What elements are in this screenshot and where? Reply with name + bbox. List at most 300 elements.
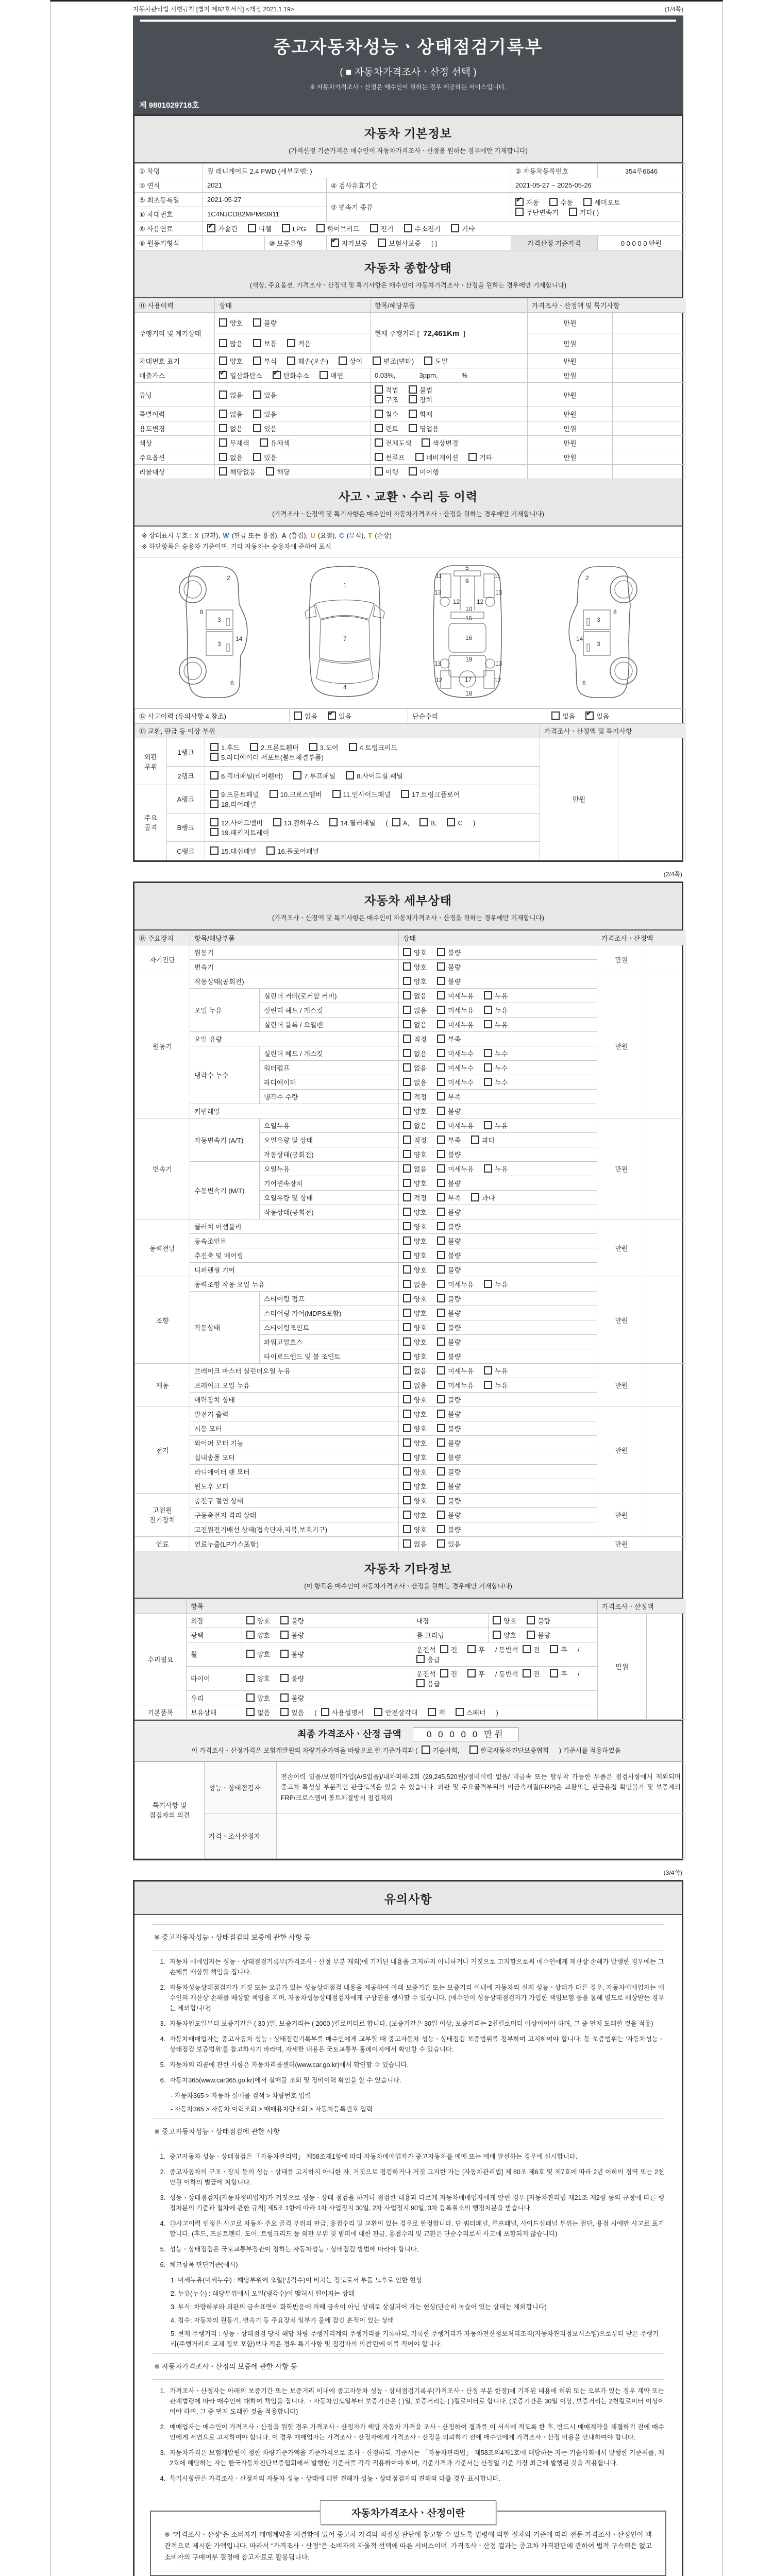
checkbox-없음[interactable] (403, 1063, 411, 1072)
checkbox-불량[interactable] (437, 1294, 445, 1302)
checkbox-미세누유[interactable] (437, 1121, 445, 1129)
checkbox-불량[interactable] (437, 1410, 445, 1418)
svg-text:3: 3 (597, 640, 600, 648)
checkbox-label: 자가보증 (342, 240, 368, 247)
checkbox-미세누유[interactable] (437, 1020, 445, 1028)
state-option (437, 1382, 474, 1389)
checkbox-불량[interactable] (280, 1650, 289, 1658)
state-option (468, 454, 492, 462)
checkbox-불량[interactable] (527, 1616, 535, 1624)
checkbox-양호[interactable] (403, 1453, 411, 1461)
device-group: 고전원 전기장치 (135, 1493, 190, 1536)
simple-repair-options-option (585, 713, 609, 720)
checkbox-label: 양호 (414, 1324, 427, 1332)
checkbox-부식[interactable] (253, 357, 261, 365)
checkbox-한국자동차진단보증협회[interactable] (469, 1745, 478, 1754)
checkbox-2.프론트휀더[interactable] (250, 743, 258, 751)
checkbox-영업용[interactable] (409, 424, 417, 432)
checkbox-누유[interactable] (484, 1006, 492, 1014)
checkbox-누유[interactable] (484, 1164, 492, 1173)
checkbox-미세누유[interactable] (437, 1164, 445, 1173)
page2-box (133, 882, 683, 1860)
rank-option (210, 848, 256, 855)
warranty-options-text: [ ] (431, 240, 437, 247)
checkbox-없음[interactable] (403, 1006, 411, 1014)
notice-item-text: 중고자동차 성능ㆍ상태점검은 「자동차관리법」 제58조제1항에 따라 자동차매매업자가 중고자동차를 매매 또는 매매 알선하는 경우에 실시합니다. (170, 2153, 578, 2160)
checkbox-불량[interactable] (437, 1525, 445, 1533)
checkbox-양호[interactable] (403, 1150, 411, 1158)
part-cell: 작동상태(공회전) (260, 1205, 399, 1219)
history-label: 색상 (135, 436, 215, 450)
checkbox-불량[interactable] (437, 962, 445, 971)
state-option (280, 1651, 304, 1658)
checkbox-양호[interactable] (403, 1236, 411, 1245)
checkbox-있음[interactable] (280, 1708, 289, 1716)
checkbox-label: 과다 (482, 1136, 495, 1144)
checkbox-양호[interactable] (246, 1616, 255, 1624)
checkbox-썬루프[interactable] (375, 453, 383, 461)
state-option (409, 411, 432, 418)
checkbox-없음[interactable] (403, 1539, 411, 1548)
checkbox-적정[interactable] (403, 1035, 411, 1043)
checkbox-불량[interactable] (280, 1631, 289, 1639)
other-subtitle: (이 항목은 매수인이 자동차가격조사ㆍ산정을 원하는 경우에만 기재합니다) (304, 1582, 512, 1590)
notice-item-sub: 5. 현재 주행거리 : 성능ㆍ상태점검 당시 해당 차량 주행거리계의 주행거리를 기록하되, 기록한 주행거리가 자동차전산정보처리조직(자동차관리정보시스템)으로부터 받은 주행거리(주행거리계 교체 정보 포함)보다 적은 경우 특기사항 및 점검자의 의견'란에 이를 적어야 합니다. (171, 2330, 659, 2348)
item-cell: 시동 모터 (190, 1421, 399, 1435)
checkbox-부족[interactable] (437, 1092, 445, 1100)
checkbox-없음[interactable] (246, 1708, 255, 1716)
checkbox-양호[interactable] (403, 1179, 411, 1187)
checkbox-없음[interactable] (219, 424, 227, 432)
checkbox-없음[interactable] (403, 1078, 411, 1086)
state-option (403, 1021, 427, 1029)
checkbox-없음[interactable] (403, 1280, 411, 1288)
checkbox-1.후드[interactable] (210, 743, 219, 751)
state-option (437, 1007, 474, 1014)
checkbox-누유[interactable] (484, 1280, 492, 1288)
checkbox-응급[interactable] (416, 1655, 425, 1663)
checkbox-불량[interactable] (437, 1424, 445, 1432)
notice-item (152, 2244, 664, 2255)
checkbox-양호[interactable] (403, 1395, 411, 1403)
checkbox-하이브리드[interactable] (316, 224, 325, 232)
svg-text:11: 11 (494, 572, 501, 580)
checkbox-없음[interactable] (403, 1020, 411, 1028)
checkbox-label: 양호 (414, 1497, 427, 1505)
checkbox-12.사이드멤버[interactable] (210, 818, 219, 826)
state-option (375, 396, 398, 404)
checkbox-누유[interactable] (484, 1121, 492, 1129)
checkbox-장치[interactable] (409, 395, 417, 403)
checkbox-응급[interactable] (416, 1679, 425, 1687)
checkbox-스패너[interactable] (456, 1708, 464, 1716)
blank-cell (646, 1219, 685, 1277)
checkbox-양호[interactable] (403, 1467, 411, 1476)
checkbox-양호[interactable] (246, 1650, 255, 1658)
checkbox-불량[interactable] (437, 1395, 445, 1403)
checkbox-불법[interactable] (409, 385, 417, 394)
checkbox-수동[interactable] (549, 198, 558, 206)
checkbox-네비게이션[interactable] (415, 453, 424, 461)
checkbox-없음[interactable] (551, 711, 560, 720)
checkbox-label: 많음 (230, 340, 243, 348)
checkbox-양호[interactable] (246, 1693, 255, 1702)
checkbox-양호[interactable] (403, 1294, 411, 1302)
checkbox-미세누유[interactable] (437, 1366, 445, 1375)
checkbox-세미오토[interactable] (583, 198, 592, 206)
checkbox-전[interactable] (523, 1645, 531, 1653)
checkbox-label: 응급 (427, 1655, 441, 1664)
state-option (437, 1411, 461, 1418)
checkbox-없음[interactable] (403, 991, 411, 999)
checkbox-불량[interactable] (280, 1674, 289, 1682)
checkbox-불량[interactable] (437, 1323, 445, 1331)
sub-group: 냉각수 누수 (190, 1046, 260, 1104)
state-option (253, 411, 277, 418)
checkbox-양호[interactable] (403, 1525, 411, 1533)
checkbox-없음[interactable] (403, 1049, 411, 1057)
rank-option (332, 791, 391, 799)
notice-item-number: 6. (160, 2261, 165, 2268)
inspector-type: 가격ㆍ조사산정자 (205, 1814, 277, 1858)
state-option (403, 1512, 427, 1519)
checkbox-미세누유[interactable] (437, 1381, 445, 1389)
checkbox-없음[interactable] (403, 1164, 411, 1173)
checkbox-미세누유[interactable] (437, 991, 445, 999)
checkbox-누유[interactable] (484, 1381, 492, 1389)
checkbox-A,[interactable] (392, 818, 400, 826)
state-option (403, 1266, 427, 1274)
checkbox-양호[interactable] (246, 1674, 255, 1682)
checkbox-불량[interactable] (437, 1265, 445, 1274)
checkbox-label: 세미오토 (594, 198, 620, 207)
rank-option (447, 819, 462, 827)
checkbox-18.리어패널[interactable] (210, 800, 219, 808)
state-cell (399, 1522, 597, 1536)
checkbox-불량[interactable] (437, 1453, 445, 1461)
checkbox-양호[interactable] (219, 357, 227, 365)
checkbox-없음[interactable] (219, 453, 227, 461)
checkbox-B,[interactable] (419, 818, 428, 826)
checkbox-label: 양호 (414, 1208, 427, 1216)
checkbox-기타[interactable] (451, 224, 459, 232)
checkbox-이행[interactable] (375, 467, 383, 476)
checkbox-있음[interactable] (437, 1539, 445, 1548)
checkbox-안전삼각대[interactable] (374, 1708, 382, 1716)
price-cell: 만원 (597, 1277, 646, 1363)
checkbox-후[interactable] (467, 1669, 476, 1677)
state-option (403, 978, 427, 986)
checkbox-있음[interactable] (253, 410, 261, 418)
checkbox-LPG[interactable] (282, 224, 290, 232)
checkbox-label: 누유 (495, 1006, 508, 1014)
history-label: 차대번호 표기 (135, 354, 215, 368)
checkbox-과다[interactable] (471, 1136, 479, 1144)
part-cell: 오일누유 (260, 1118, 399, 1132)
checkbox-유채색[interactable] (260, 438, 268, 447)
checkbox-label: 불량 (448, 1223, 461, 1231)
notice-item-number: 5. (160, 2245, 165, 2253)
checkbox-렌트[interactable] (375, 424, 383, 432)
checkbox-후[interactable] (467, 1645, 476, 1653)
checkbox-누유[interactable] (484, 991, 492, 999)
checkbox-13.휠하우스[interactable] (273, 818, 281, 826)
checkbox-무채색[interactable] (219, 438, 227, 447)
checkbox-불량[interactable] (437, 977, 445, 985)
mileage-item-text: 현재 주행거리 [ (375, 330, 419, 337)
checkbox-자동[interactable] (515, 198, 524, 206)
document-number: 제 9801029718호 (139, 101, 199, 110)
state-cell (399, 1118, 597, 1132)
checkbox-누수[interactable] (484, 1049, 492, 1057)
checkbox-기술사회,[interactable] (422, 1745, 430, 1754)
checkbox-불량[interactable] (437, 1482, 445, 1490)
checkbox-불량[interactable] (253, 318, 261, 327)
checkbox-침수[interactable] (375, 410, 383, 418)
notice-item (152, 2422, 664, 2443)
checkbox-양호[interactable] (403, 1107, 411, 1115)
state-cell (399, 1277, 597, 1291)
checkbox-있음[interactable] (253, 453, 261, 461)
checkbox-보험사보증[interactable] (378, 239, 386, 247)
base-price-label: 가격산정 기준가격 (511, 236, 598, 250)
checkbox-화재[interactable] (409, 410, 417, 418)
item-state (242, 1642, 412, 1666)
checkbox-양호[interactable] (403, 1337, 411, 1346)
checkbox-6.쿼더패널(리어휀더)[interactable] (210, 771, 219, 779)
state-text: ( (314, 1708, 317, 1717)
checkbox-불량[interactable] (437, 1309, 445, 1317)
checkbox-많음[interactable] (219, 339, 227, 347)
checkbox-불량[interactable] (437, 1107, 445, 1115)
checkbox-불량[interactable] (280, 1616, 289, 1624)
checkbox-양호[interactable] (403, 962, 411, 971)
checkbox-양호[interactable] (493, 1631, 501, 1639)
checkbox-전체도색[interactable] (375, 438, 383, 447)
checkbox-10.크로스멤버[interactable] (270, 790, 278, 798)
checkbox-불량[interactable] (437, 948, 445, 956)
checkbox-탄화수소[interactable] (273, 371, 281, 379)
checkbox-무단변속기[interactable] (515, 208, 524, 216)
checkbox-불량[interactable] (437, 1438, 445, 1447)
checkbox-미이행[interactable] (409, 467, 417, 476)
checkbox-양호[interactable] (403, 1438, 411, 1447)
checkbox-label: 미세누수 (448, 1064, 474, 1072)
checkbox-label: 기타( ) (579, 208, 599, 216)
checkbox-전[interactable] (440, 1645, 448, 1653)
checkbox-일산화탄소[interactable] (219, 371, 227, 379)
checkbox-11.인사이드패널[interactable] (332, 790, 341, 798)
checkbox-누수[interactable] (484, 1078, 492, 1086)
checkbox-색상변경[interactable] (422, 438, 430, 447)
state-option (246, 1675, 270, 1683)
checkbox-후[interactable] (550, 1645, 558, 1653)
checkbox-적정[interactable] (403, 1136, 411, 1144)
checkbox-9.프론트패널[interactable] (210, 790, 219, 798)
state-option (422, 439, 458, 447)
checkbox-4.트렁크리드[interactable] (349, 743, 357, 751)
checkbox-불량[interactable] (437, 1251, 445, 1259)
checkbox-부족[interactable] (437, 1193, 445, 1201)
checkbox-후[interactable] (550, 1669, 558, 1677)
accident-history-options-option (328, 713, 351, 720)
checkbox-불량[interactable] (437, 1179, 445, 1187)
item-label: 휠 (187, 1642, 242, 1666)
car-diagram-top (301, 563, 389, 701)
state-cell (371, 450, 528, 465)
page-marker-2: (2/4쪽) (663, 870, 682, 878)
checkbox-없음[interactable] (403, 1381, 411, 1389)
checkbox-불량[interactable] (437, 1352, 445, 1360)
checkbox-적법[interactable] (375, 385, 383, 394)
notice-item-text: 자동차365(www.car365.go.kr)에서 실매물 조회 및 정비이력 확인을 할 수 있습니다. (170, 2077, 401, 2084)
checkbox-label: 불량 (291, 1675, 305, 1683)
checkbox-불량[interactable] (437, 1208, 445, 1216)
checkbox-자가보증[interactable] (331, 239, 339, 247)
checkbox-적정[interactable] (403, 1092, 411, 1100)
checkbox-없음[interactable] (294, 711, 302, 720)
legend-desc: (손상) (373, 532, 392, 539)
state-option (403, 1137, 427, 1144)
checkbox-양호[interactable] (403, 1323, 411, 1331)
checkbox-양호[interactable] (246, 1631, 255, 1639)
state-option (403, 1425, 427, 1433)
checkbox-디젤[interactable] (248, 224, 256, 232)
part-cell: 워터펌프 (260, 1060, 399, 1075)
checkbox-훼손(오손)[interactable] (287, 357, 295, 365)
checkbox-양호[interactable] (403, 1424, 411, 1432)
checkbox-없음[interactable] (219, 410, 227, 418)
checkbox-사용설명서[interactable] (321, 1708, 329, 1716)
checkbox-불량[interactable] (280, 1693, 289, 1702)
checkbox-있음[interactable] (328, 711, 336, 720)
detail-header (135, 883, 682, 930)
state-option (403, 1483, 427, 1490)
checkbox-해당[interactable] (266, 467, 274, 476)
checkbox-있음[interactable] (253, 391, 261, 399)
checkbox-양호[interactable] (219, 318, 227, 327)
checkbox-과다[interactable] (471, 1193, 479, 1201)
checkbox-누수[interactable] (484, 1063, 492, 1072)
checkbox-미세누수[interactable] (437, 1078, 445, 1086)
svg-text:5: 5 (465, 564, 469, 571)
checkbox-없음[interactable] (219, 391, 227, 399)
checkbox-양호[interactable] (403, 1208, 411, 1216)
checkbox-적정[interactable] (403, 1193, 411, 1201)
checkbox-잭[interactable] (428, 1708, 436, 1716)
checkbox-양호[interactable] (403, 1482, 411, 1490)
checkbox-양호[interactable] (403, 1496, 411, 1504)
checkbox-전기[interactable] (370, 224, 378, 232)
checkbox-14.필러패널[interactable] (329, 818, 338, 826)
checkbox-양호[interactable] (403, 948, 411, 956)
checkbox-양호[interactable] (403, 1511, 411, 1519)
checkbox-label: 누수 (495, 1078, 508, 1087)
checkbox-양호[interactable] (403, 1309, 411, 1317)
checkbox-불량[interactable] (437, 1236, 445, 1245)
state-cell (399, 1248, 597, 1262)
checkbox-보통[interactable] (253, 339, 261, 347)
checkbox-누유[interactable] (484, 1020, 492, 1028)
checkbox-17.트렁크플로어[interactable] (401, 790, 409, 798)
checkbox-미세누유[interactable] (437, 1280, 445, 1288)
checkbox-매연[interactable] (320, 371, 328, 379)
checkbox-양호[interactable] (403, 1410, 411, 1418)
checkbox-불량[interactable] (437, 1150, 445, 1158)
checkbox-부족[interactable] (437, 1136, 445, 1144)
checkbox-16.플로어패널[interactable] (266, 846, 275, 855)
checkbox-미세누수[interactable] (437, 1049, 445, 1057)
svg-text:13: 13 (495, 588, 502, 596)
checkbox-있음[interactable] (253, 424, 261, 432)
state-cell (399, 1233, 597, 1248)
checkbox-불량[interactable] (437, 1222, 445, 1230)
table-row (135, 1536, 685, 1551)
checkbox-label: 가솔린 (218, 225, 238, 233)
checkbox-해당없음[interactable] (219, 467, 227, 476)
state-cell (215, 354, 528, 368)
transmission-options-option (515, 199, 539, 207)
checkbox-누유[interactable] (484, 1366, 492, 1375)
checkbox-양호[interactable] (493, 1616, 501, 1624)
checkbox-19.패키지트레이[interactable] (210, 828, 219, 836)
checkbox-도말[interactable] (424, 357, 432, 365)
checkbox-불량[interactable] (437, 1467, 445, 1476)
checkbox-부족[interactable] (437, 1035, 445, 1043)
checkbox-불량[interactable] (437, 1496, 445, 1504)
legend-code-C: C (339, 532, 344, 539)
page-top-line (133, 4, 683, 15)
checkbox-있음[interactable] (585, 711, 594, 720)
checkbox-양호[interactable] (403, 1222, 411, 1230)
checkbox-미세누수[interactable] (437, 1063, 445, 1072)
checkbox-없음[interactable] (403, 1366, 411, 1375)
checkbox-구조[interactable] (375, 395, 383, 403)
checkbox-C[interactable] (447, 818, 455, 826)
checkbox-label: 미세누수 (448, 1049, 474, 1058)
checkbox-label: 네비게이션 (426, 454, 459, 462)
checkbox-불량[interactable] (527, 1631, 535, 1639)
checkbox-3.도어[interactable] (309, 743, 317, 751)
checkbox-5.라디에이터 서포트(볼트체결부품)[interactable] (210, 753, 219, 761)
checkbox-없음[interactable] (403, 1121, 411, 1129)
checkbox-수소전기[interactable] (404, 224, 412, 232)
checkbox-상이[interactable] (339, 357, 347, 365)
checkbox-기타( )[interactable] (569, 208, 577, 216)
checkbox-불량[interactable] (437, 1337, 445, 1346)
checkbox-label: 불량 (448, 1526, 461, 1534)
notice-item-number: 4. (160, 2475, 165, 2483)
checkbox-전[interactable] (440, 1669, 448, 1677)
checkbox-불량[interactable] (437, 1511, 445, 1519)
checkbox-양호[interactable] (403, 1251, 411, 1259)
item-label: 유리 (187, 1690, 242, 1705)
checkbox-미세누유[interactable] (437, 1006, 445, 1014)
exchange-label: ⑬ 교환, 판금 등 이상 부위 (135, 723, 540, 738)
checkbox-기타[interactable] (468, 453, 477, 461)
checkbox-양호[interactable] (403, 1352, 411, 1360)
checkbox-전[interactable] (523, 1669, 531, 1677)
checkbox-양호[interactable] (403, 977, 411, 985)
checkbox-변조(변타)[interactable] (373, 357, 381, 365)
checkbox-양호[interactable] (403, 1265, 411, 1274)
state-option (403, 1252, 427, 1260)
checkbox-8.사이드실 패널[interactable] (346, 771, 354, 779)
checkbox-적음[interactable] (287, 339, 295, 347)
checkbox-7.루프패널[interactable] (293, 771, 301, 779)
checkbox-15.대쉬패널[interactable] (210, 846, 219, 855)
checkbox-가솔린[interactable] (207, 224, 215, 232)
